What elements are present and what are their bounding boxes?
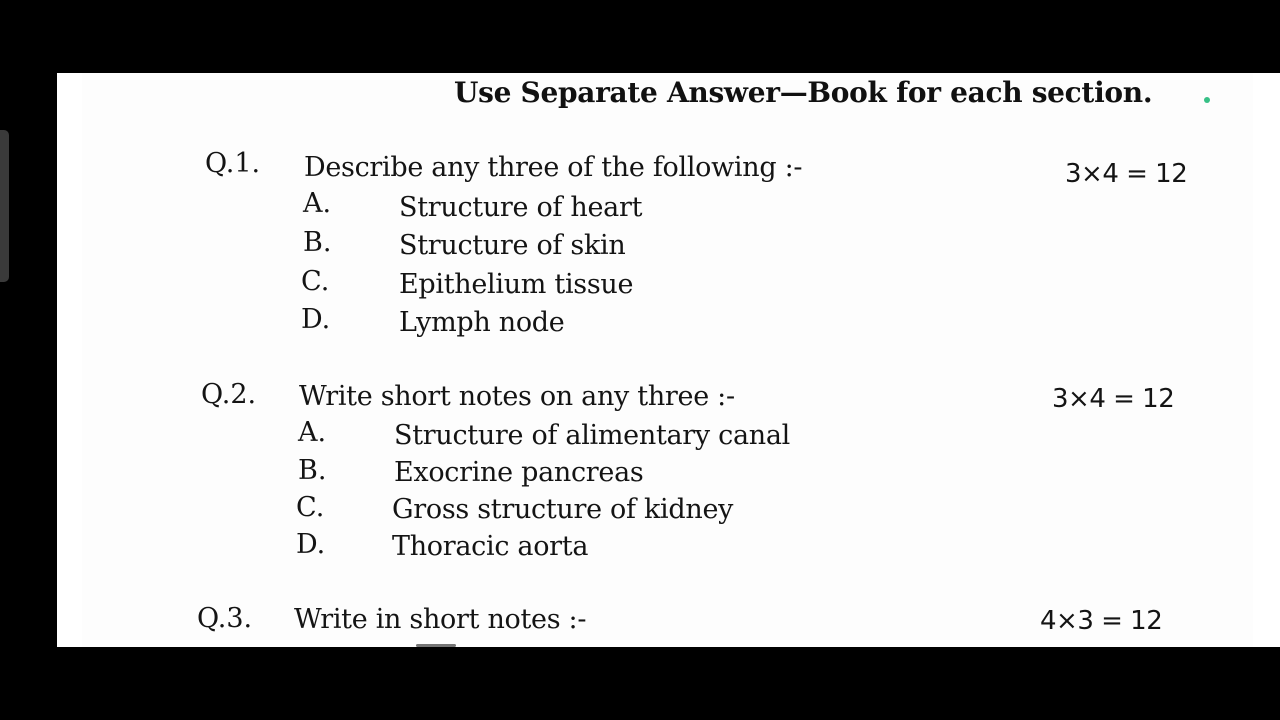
option-letter-1c: C. [301, 266, 330, 297]
option-letter-1d: D. [301, 304, 331, 335]
question-text-3: Write in short notes :- [294, 604, 587, 635]
option-letter-1b: B. [303, 227, 332, 258]
question-marks-1: 3×4 = 12 [1065, 159, 1188, 189]
question-number-3: Q.3. [197, 603, 253, 634]
document-paper [82, 73, 1253, 647]
question-text-2: Write short notes on any three :- [299, 381, 735, 412]
option-text-1d: Lymph node [399, 307, 565, 338]
cropped-next-line [416, 639, 476, 647]
question-number-2: Q.2. [201, 379, 257, 410]
option-letter-2a: A. [298, 417, 327, 448]
option-letter-2d: D. [296, 529, 326, 560]
option-text-2c: Gross structure of kidney [392, 494, 734, 525]
indicator-dot [1204, 97, 1210, 103]
option-text-1c: Epithelium tissue [399, 269, 634, 300]
option-text-1a: Structure of heart [399, 192, 643, 223]
section-instruction-heading: Use Separate Answer—Book for each section. [454, 76, 1153, 109]
option-text-2a: Structure of alimentary canal [394, 420, 790, 451]
option-text-2d: Thoracic aorta [392, 531, 589, 562]
document-page [57, 73, 1280, 647]
option-text-2b: Exocrine pancreas [394, 457, 644, 488]
option-letter-1a: A. [303, 188, 332, 219]
question-number-1: Q.1. [205, 148, 261, 179]
option-text-1b: Structure of skin [399, 230, 626, 261]
question-text-1: Describe any three of the following :- [304, 152, 803, 183]
side-panel-handle[interactable] [0, 130, 9, 282]
option-letter-2b: B. [298, 455, 327, 486]
option-letter-2c: C. [296, 492, 325, 523]
question-marks-3: 4×3 = 12 [1040, 606, 1163, 636]
question-marks-2: 3×4 = 12 [1052, 384, 1175, 414]
